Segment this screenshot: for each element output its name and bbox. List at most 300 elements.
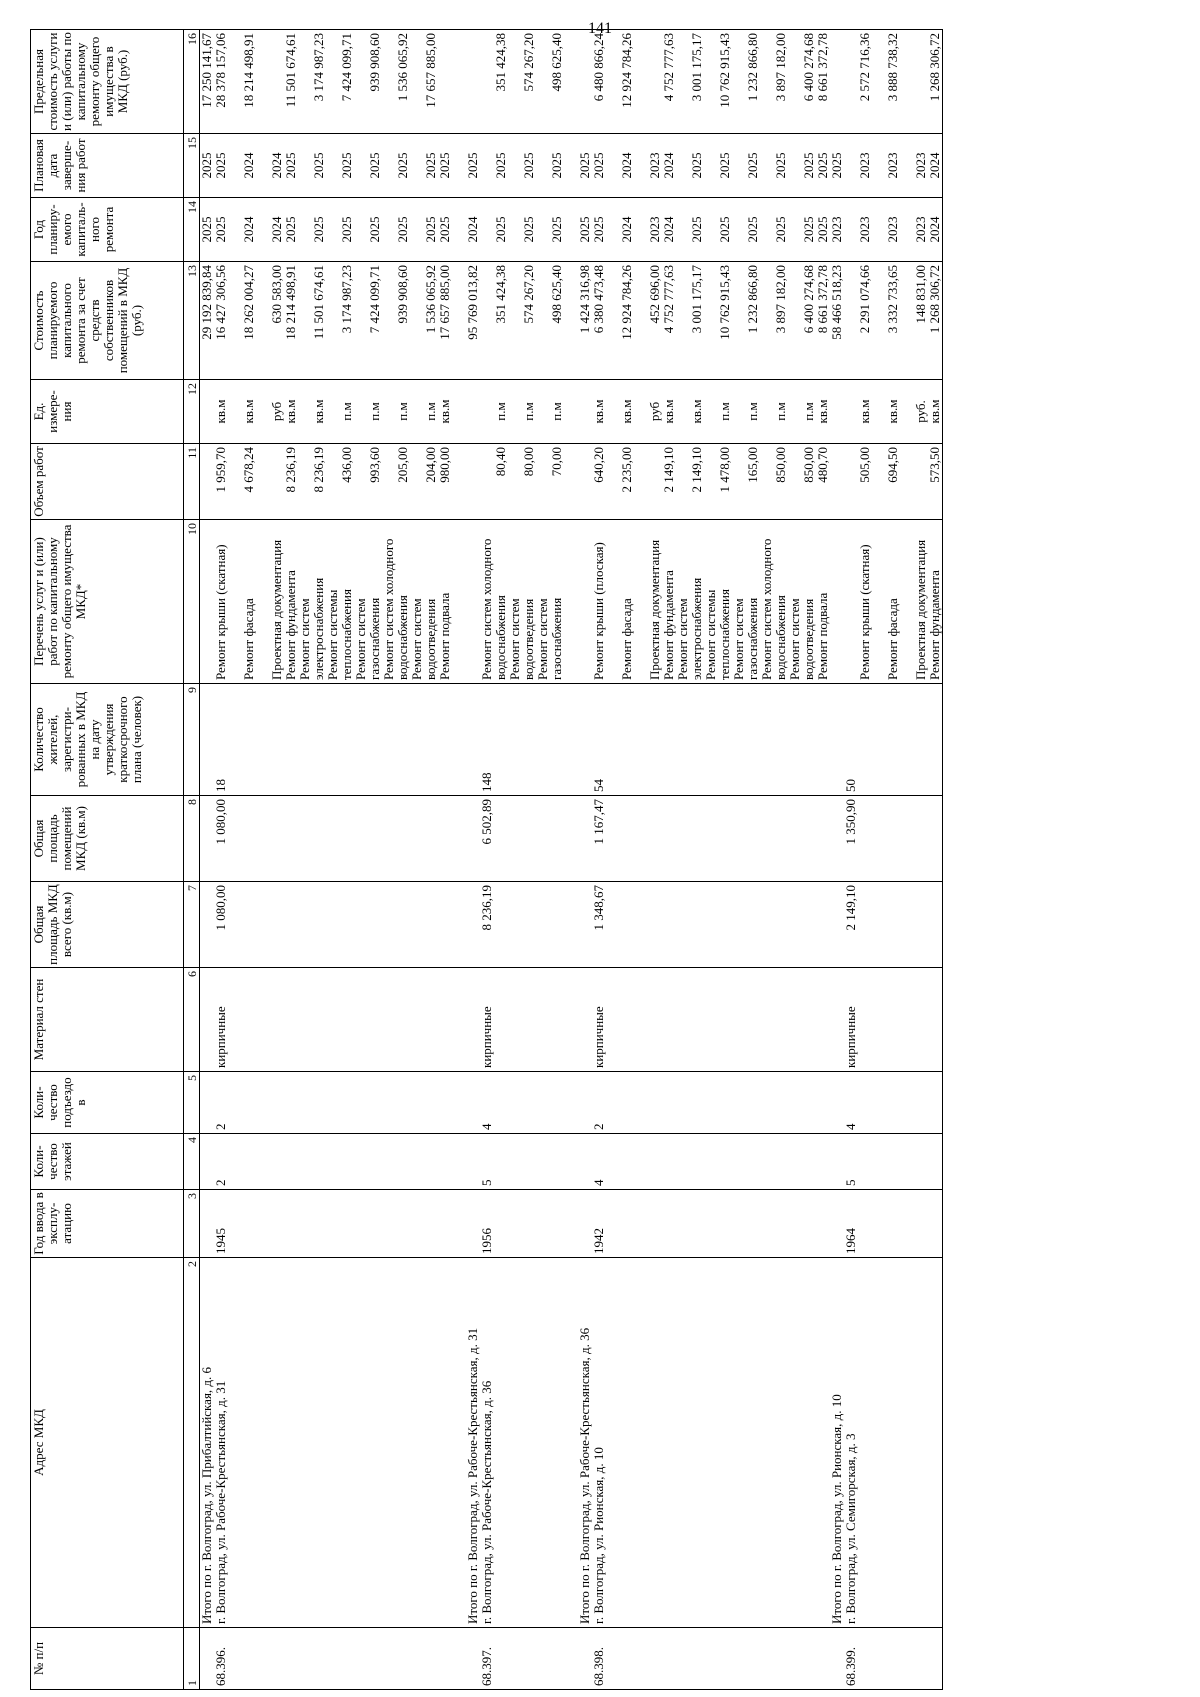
cell-c5 — [564, 1072, 578, 1134]
cell-c7 — [886, 882, 900, 968]
cell-c16: 18 214 498,91 — [242, 30, 256, 134]
table-row — [326, 30, 340, 1690]
cell-c7 — [410, 882, 424, 968]
cell-num — [438, 1628, 452, 1690]
cell-c13: 8 661 372,78 — [816, 262, 830, 380]
cell-c8 — [284, 796, 298, 882]
cell-c5 — [410, 1072, 424, 1134]
cell-c8 — [410, 796, 424, 882]
cell-c3 — [662, 1190, 676, 1258]
cell-c5 — [326, 1072, 340, 1134]
cell-addr: г. Волгоград, ул. Рионская, д. 10 — [592, 1258, 606, 1628]
cell-c16: 3 174 987,23 — [312, 30, 326, 134]
cell-c14: 2023 — [858, 198, 872, 262]
cell-c3 — [928, 1190, 943, 1258]
cell-c4 — [200, 1134, 215, 1190]
table-row — [410, 30, 424, 1690]
cell-c14: 2024 — [466, 198, 480, 262]
cell-c7 — [690, 882, 704, 968]
cell-addr — [312, 1258, 326, 1628]
cell-c14 — [732, 198, 746, 262]
cell-c6 — [508, 968, 522, 1072]
cell-c10: Ремонт крыши (плоская) — [592, 520, 606, 684]
cell-c5 — [648, 1072, 662, 1134]
cell-c5: 2 — [592, 1072, 606, 1134]
cell-c7 — [858, 882, 872, 968]
cell-num — [718, 1628, 732, 1690]
cell-c6 — [858, 968, 872, 1072]
cell-c15 — [606, 134, 620, 198]
cell-addr — [690, 1258, 704, 1628]
cell-c4 — [550, 1134, 564, 1190]
cell-c7 — [550, 882, 564, 968]
table-row — [396, 30, 410, 1690]
column-header-16: Предельная стоимость услуги и (или) работы по капитальному ремонту общего имущества в МКД (руб.) — [31, 30, 184, 134]
cell-num — [522, 1628, 536, 1690]
cell-c8 — [564, 796, 578, 882]
cell-c15: 2025 — [774, 134, 788, 198]
cell-c12 — [732, 380, 746, 444]
cell-addr: г. Волгоград, ул. Рабоче-Крестьянская, д. 31 — [214, 1258, 228, 1628]
cell-c12: кв.м — [662, 380, 676, 444]
cell-c10: Проектная документация — [270, 520, 284, 684]
cell-num — [536, 1628, 550, 1690]
cell-num — [578, 1628, 592, 1690]
cell-c6 — [872, 968, 886, 1072]
cell-c16 — [648, 30, 662, 134]
cell-c6 — [466, 968, 480, 1072]
cell-c13: 3 897 182,00 — [774, 262, 788, 380]
table-row — [802, 30, 816, 1690]
cell-c10: Ремонт фундамента — [662, 520, 676, 684]
column-header-14: Год планиру-емого капиталь-ного ремонта — [31, 198, 184, 262]
cell-c11 — [634, 444, 648, 520]
cell-c6 — [550, 968, 564, 1072]
cell-c11: 980,00 — [438, 444, 452, 520]
column-number: 6 — [184, 968, 200, 1072]
cell-num — [648, 1628, 662, 1690]
table-row — [312, 30, 326, 1690]
cell-c14: 2025 — [424, 198, 438, 262]
cell-c4 — [438, 1134, 452, 1190]
cell-c16: 7 424 099,71 — [340, 30, 354, 134]
cell-c12 — [228, 380, 242, 444]
table-row — [900, 30, 914, 1690]
cell-c15: 2025 — [578, 134, 592, 198]
cell-c11: 2 149,10 — [662, 444, 676, 520]
cell-c6 — [200, 968, 215, 1072]
cell-c15: 2025 — [438, 134, 452, 198]
cell-c14: 2025 — [816, 198, 830, 262]
cell-c15: 2024 — [270, 134, 284, 198]
cell-c7 — [396, 882, 410, 968]
cell-c9 — [466, 684, 480, 796]
cell-c10: Ремонт систем — [410, 520, 424, 684]
cell-c16 — [480, 30, 494, 134]
cell-num — [928, 1628, 943, 1690]
cell-c4 — [578, 1134, 592, 1190]
cell-c9 — [228, 684, 242, 796]
cell-c13: 939 908,60 — [396, 262, 410, 380]
table-row — [382, 30, 396, 1690]
cell-c10 — [256, 520, 270, 684]
cell-c5 — [872, 1072, 886, 1134]
cell-c8 — [396, 796, 410, 882]
cell-c13 — [326, 262, 340, 380]
cell-c8 — [746, 796, 760, 882]
cell-num — [774, 1628, 788, 1690]
cell-c10: водоотведения — [802, 520, 816, 684]
cell-c5 — [452, 1072, 466, 1134]
cell-c12: п.м — [396, 380, 410, 444]
cell-addr — [424, 1258, 438, 1628]
table-row — [340, 30, 354, 1690]
cell-c13: 630 583,00 — [270, 262, 284, 380]
cell-c6 — [606, 968, 620, 1072]
cell-c6 — [718, 968, 732, 1072]
cell-c10: Ремонт фасада — [886, 520, 900, 684]
cell-c14 — [634, 198, 648, 262]
column-number: 13 — [184, 262, 200, 380]
cell-addr — [270, 1258, 284, 1628]
cell-c16: 11 501 674,61 — [284, 30, 298, 134]
cell-c4 — [354, 1134, 368, 1190]
cell-c16 — [760, 30, 774, 134]
cell-c5 — [858, 1072, 872, 1134]
total-row — [200, 30, 215, 1690]
cell-c14: 2025 — [690, 198, 704, 262]
cell-c14: 2025 — [592, 198, 606, 262]
cell-c14 — [354, 198, 368, 262]
cell-c11 — [830, 444, 844, 520]
column-number: 16 — [184, 30, 200, 134]
cell-c9 — [354, 684, 368, 796]
cell-c8 — [816, 796, 830, 882]
cell-c3 — [256, 1190, 270, 1258]
cell-c13 — [508, 262, 522, 380]
cell-c5 — [634, 1072, 648, 1134]
cell-c6 — [774, 968, 788, 1072]
cell-c14 — [410, 198, 424, 262]
cell-c15: 2023 — [858, 134, 872, 198]
column-header-1: № п/п — [31, 1628, 184, 1690]
table-row — [662, 30, 676, 1690]
cell-c15: 2025 — [802, 134, 816, 198]
cell-c8 — [312, 796, 326, 882]
cell-c4 — [340, 1134, 354, 1190]
cell-c4 — [900, 1134, 914, 1190]
cell-c11 — [676, 444, 690, 520]
cell-c3 — [816, 1190, 830, 1258]
cell-c3 — [760, 1190, 774, 1258]
cell-c11 — [256, 444, 270, 520]
cell-c3 — [634, 1190, 648, 1258]
cell-c9 — [508, 684, 522, 796]
cell-addr: Итого по г. Волгоград, ул. Рионская, д. 10 — [830, 1258, 844, 1628]
cell-c14: 2025 — [214, 198, 228, 262]
cell-c13 — [228, 262, 242, 380]
cell-addr — [718, 1258, 732, 1628]
table-row — [858, 30, 872, 1690]
cell-c13 — [410, 262, 424, 380]
cell-c10: Ремонт систем — [354, 520, 368, 684]
cell-num — [396, 1628, 410, 1690]
cell-c5 — [928, 1072, 943, 1134]
cell-c15: 2025 — [284, 134, 298, 198]
cell-c14: 2025 — [200, 198, 215, 262]
cell-c12: кв.м — [592, 380, 606, 444]
cell-c8 — [200, 796, 215, 882]
cell-c4 — [830, 1134, 844, 1190]
cell-c8 — [760, 796, 774, 882]
cell-c15: 2025 — [200, 134, 215, 198]
cell-c9 — [662, 684, 676, 796]
cell-c15: 2025 — [214, 134, 228, 198]
cell-c13: 16 427 306,56 — [214, 262, 228, 380]
cell-c4 — [858, 1134, 872, 1190]
cell-c11 — [270, 444, 284, 520]
cell-c13: 6 400 274,68 — [802, 262, 816, 380]
cell-c13: 148 831,00 — [914, 262, 928, 380]
cell-c11: 505,00 — [858, 444, 872, 520]
cell-c12 — [410, 380, 424, 444]
cell-c11 — [578, 444, 592, 520]
cell-c9 — [928, 684, 943, 796]
cell-c13: 1 424 316,98 — [578, 262, 592, 380]
column-number: 10 — [184, 520, 200, 684]
cell-c10 — [578, 520, 592, 684]
cell-c11: 8 236,19 — [312, 444, 326, 520]
cell-c12 — [382, 380, 396, 444]
cell-c15 — [676, 134, 690, 198]
cell-c14 — [564, 198, 578, 262]
cell-num — [872, 1628, 886, 1690]
cell-addr: Итого по г. Волгоград, ул. Рабоче-Крестьянская, д. 31 — [466, 1258, 480, 1628]
cell-c3 — [242, 1190, 256, 1258]
cell-c4 — [676, 1134, 690, 1190]
cell-c9 — [802, 684, 816, 796]
cell-c5 — [774, 1072, 788, 1134]
cell-c3 — [298, 1190, 312, 1258]
cell-c12 — [900, 380, 914, 444]
cell-c3 — [704, 1190, 718, 1258]
total-row — [466, 30, 480, 1690]
rotated-table-wrapper — [30, 30, 1200, 1690]
cell-c10: Ремонт систем холодного — [382, 520, 396, 684]
cell-c16: 1 268 306,72 — [928, 30, 943, 134]
cell-c10 — [228, 520, 242, 684]
total-row — [578, 30, 592, 1690]
cell-c10 — [606, 520, 620, 684]
cell-c16: 28 378 157,06 — [214, 30, 228, 134]
cell-c13: 4 752 777,63 — [662, 262, 676, 380]
cell-num — [606, 1628, 620, 1690]
cell-c8 — [648, 796, 662, 882]
cell-c4 — [270, 1134, 284, 1190]
cell-c5 — [760, 1072, 774, 1134]
cell-num: 68.396. — [214, 1628, 228, 1690]
table-row — [648, 30, 662, 1690]
cell-c9 — [900, 684, 914, 796]
cell-c12: п.м — [340, 380, 354, 444]
cell-c8 — [788, 796, 802, 882]
cell-c5 — [578, 1072, 592, 1134]
cell-c8 — [886, 796, 900, 882]
table-row — [606, 30, 620, 1690]
cell-c14: 2024 — [662, 198, 676, 262]
cell-addr: Итого по г. Волгоград, ул. Прибалтийская, д. 6 — [200, 1258, 215, 1628]
cell-addr — [396, 1258, 410, 1628]
capital-repair-table — [30, 29, 943, 1690]
cell-c9: 18 — [214, 684, 228, 796]
cell-c8 — [620, 796, 634, 882]
cell-num — [298, 1628, 312, 1690]
cell-c8 — [438, 796, 452, 882]
cell-c3 — [424, 1190, 438, 1258]
cell-c10 — [844, 520, 858, 684]
cell-c7 — [494, 882, 508, 968]
cell-c12 — [536, 380, 550, 444]
cell-c3: 1964 — [844, 1190, 858, 1258]
cell-c10: Ремонт систем — [788, 520, 802, 684]
table-row — [816, 30, 830, 1690]
cell-c9 — [550, 684, 564, 796]
cell-c7 — [816, 882, 830, 968]
cell-num — [620, 1628, 634, 1690]
cell-c7 — [438, 882, 452, 968]
cell-c12: руб — [648, 380, 662, 444]
cell-c11: 2 235,00 — [620, 444, 634, 520]
cell-c14: 2025 — [550, 198, 564, 262]
cell-num — [354, 1628, 368, 1690]
cell-addr — [774, 1258, 788, 1628]
cell-c5 — [746, 1072, 760, 1134]
cell-c16 — [564, 30, 578, 134]
cell-c5 — [354, 1072, 368, 1134]
cell-c15 — [480, 134, 494, 198]
cell-c13: 351 424,38 — [494, 262, 508, 380]
cell-c13: 58 466 518,23 — [830, 262, 844, 380]
cell-c15: 2025 — [746, 134, 760, 198]
cell-c8 — [242, 796, 256, 882]
cell-c16 — [914, 30, 928, 134]
table-row — [760, 30, 774, 1690]
cell-num — [452, 1628, 466, 1690]
cell-c11: 8 236,19 — [284, 444, 298, 520]
cell-c14 — [228, 198, 242, 262]
cell-c12: кв.м — [284, 380, 298, 444]
cell-c9 — [340, 684, 354, 796]
cell-c8 — [228, 796, 242, 882]
cell-c12: кв.м — [214, 380, 228, 444]
cell-c16 — [228, 30, 242, 134]
cell-c13 — [676, 262, 690, 380]
cell-c8 — [872, 796, 886, 882]
cell-c10: теплоснабжения — [718, 520, 732, 684]
table-row — [872, 30, 886, 1690]
column-header-13: Стоимость планируемого капитального ремонта за счет средств собственников помещений в МКД (руб.) — [31, 262, 184, 380]
cell-c15 — [760, 134, 774, 198]
table-row — [676, 30, 690, 1690]
cell-c12: п.м — [424, 380, 438, 444]
cell-c6 — [354, 968, 368, 1072]
total-row — [830, 30, 844, 1690]
table-row — [256, 30, 270, 1690]
column-header-4: Коли-чество этажей — [31, 1134, 184, 1190]
cell-c7 — [312, 882, 326, 968]
cell-c11 — [354, 444, 368, 520]
cell-c4 — [298, 1134, 312, 1190]
cell-c7 — [830, 882, 844, 968]
cell-c8 — [550, 796, 564, 882]
cell-c15: 2023 — [886, 134, 900, 198]
cell-c4 — [284, 1134, 298, 1190]
cell-c11 — [872, 444, 886, 520]
cell-c14: 2023 — [830, 198, 844, 262]
cell-c6 — [830, 968, 844, 1072]
cell-c16: 8 661 372,78 — [816, 30, 830, 134]
cell-c9 — [690, 684, 704, 796]
cell-c5 — [438, 1072, 452, 1134]
table-row — [536, 30, 550, 1690]
cell-num — [788, 1628, 802, 1690]
cell-c4 — [564, 1134, 578, 1190]
cell-c6 — [900, 968, 914, 1072]
cell-addr — [620, 1258, 634, 1628]
cell-c8 — [732, 796, 746, 882]
cell-c11: 70,00 — [550, 444, 564, 520]
cell-c14: 2024 — [620, 198, 634, 262]
cell-c8: 6 502,89 — [480, 796, 494, 882]
cell-c9 — [494, 684, 508, 796]
cell-addr — [914, 1258, 928, 1628]
cell-c10: Ремонт систем — [536, 520, 550, 684]
cell-c15: 2023 — [648, 134, 662, 198]
table-row — [732, 30, 746, 1690]
cell-c3 — [872, 1190, 886, 1258]
cell-c11: 2 149,10 — [690, 444, 704, 520]
cell-c9 — [564, 684, 578, 796]
cell-c5 — [396, 1072, 410, 1134]
cell-c10: Ремонт систем — [732, 520, 746, 684]
cell-c9 — [200, 684, 215, 796]
cell-addr — [704, 1258, 718, 1628]
table-row — [844, 30, 858, 1690]
cell-c11 — [480, 444, 494, 520]
cell-c15 — [508, 134, 522, 198]
cell-num — [564, 1628, 578, 1690]
cell-c9 — [718, 684, 732, 796]
cell-c16 — [410, 30, 424, 134]
cell-c5 — [466, 1072, 480, 1134]
cell-num — [326, 1628, 340, 1690]
cell-addr — [648, 1258, 662, 1628]
cell-c8: 1 350,90 — [844, 796, 858, 882]
cell-c8: 1 167,47 — [592, 796, 606, 882]
cell-addr — [816, 1258, 830, 1628]
table-row — [550, 30, 564, 1690]
cell-c12 — [466, 380, 480, 444]
cell-c13: 17 657 885,00 — [438, 262, 452, 380]
cell-c4 — [746, 1134, 760, 1190]
cell-c15 — [452, 134, 466, 198]
cell-c3 — [830, 1190, 844, 1258]
cell-c7 — [340, 882, 354, 968]
cell-c7 — [256, 882, 270, 968]
cell-c15 — [900, 134, 914, 198]
cell-c3 — [648, 1190, 662, 1258]
cell-c11: 694,50 — [886, 444, 900, 520]
